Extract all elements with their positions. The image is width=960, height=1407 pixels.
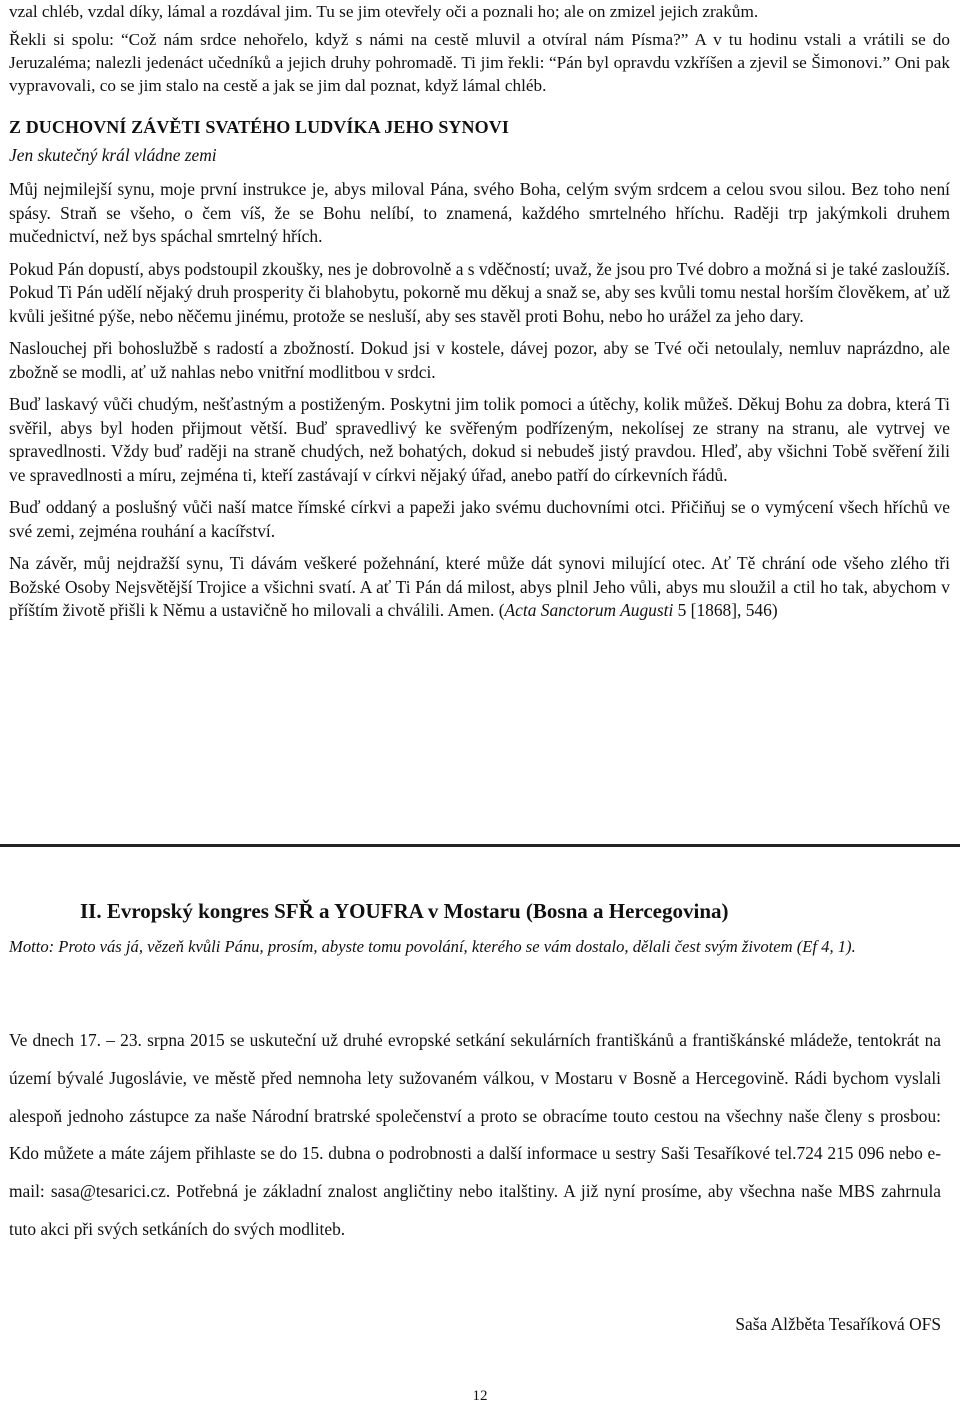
testament-paragraph: Buď laskavý vůči chudým, nešťastným a postiženým. Poskytni jim tolik pomoci a útěchy, kolik můžeš. Děkuj Bohu za dobra, která Ti svěřil, abys byl hoden přijmout větší. Buď spravedlivý ke svěřeným podřízeným, nekolísej ze strany na stranu, ale vytrvej ve spravedlnosti. Vždy buď raději na straně chudých, než bohatých, dokud si nebudeš jistý pravdou. Hleď, aby všichni Tobě svěření žili ve spravedlnosti a míru, zejména ti, kteří zastávají v církvi nějaký úřad, anebo patří do církevních řádů. — [9, 394, 950, 485]
signature: Saša Alžběta Tesaříková OFS — [735, 1314, 941, 1334]
citation-rest: 5 [1868], 546) — [673, 600, 778, 620]
testament-final-paragraph — [9, 552, 950, 623]
final-paragraph-text: Na závěr, můj nejdražší synu, Ti dávám veškeré požehnání, které může dát synovi milující otec. Ať Tě chrání ode všeho zlého tři Božské Osoby Nejsvětější Trojice a všichni svatí. A ať Ti Pán dá milost, abys plnil Jeho vůli, abys mu sloužil a ctil ho tak, abychom v příštím životě přišli k Němu a ustavičně ho milovali a chválili. Amen. ( — [9, 553, 950, 620]
testament-paragraph: Naslouchej při bohoslužbě s radostí a zbožností. Dokud jsi v kostele, dávej pozor, aby se Tvé oči netoulaly, nemluv naprázdno, ale zbožně se modli, ať už nahlas nebo vnitřní modlitbou v srdci. — [9, 338, 950, 382]
testament-heading: Z DUCHOVNÍ ZÁVĚTI SVATÉHO LUDVÍKA JEHO SYNOVI — [9, 117, 509, 137]
citation-title: Acta Sanctorum Augusti — [504, 600, 674, 620]
top-paragraph: vzal chléb, vzdal díky, lámal a rozdával jim. Tu se jim otevřely oči a poznali ho; ale on zmizel jejich zrakům. — [9, 2, 759, 21]
upper-article — [9, 0, 950, 623]
page-number: 12 — [472, 1388, 488, 1404]
kongres-motto: Motto: Proto vás já, vězeň kvůli Pánu, prosím, abyste tomu povolání, kterého se vám dostalo, dělali čest svým životem (Ef 4, 1). — [9, 937, 856, 956]
kongres-title: II. Evropský kongres SFŘ a YOUFRA v Mostaru (Bosna a Hercegovina) — [80, 899, 729, 923]
testament-subtitle: Jen skutečný král vládne zemi — [9, 145, 217, 165]
testament-paragraph: Pokud Pán dopustí, abys podstoupil zkoušky, nes je dobrovolně a s vděčností; uvaž, že jsou pro Tvé dobro a možná si je také zasloužíš. Pokud Ti Pán udělí nějaký druh prosperity či blahobytu, pokorně mu děkuj a snaž se, aby ses kvůli tomu nestal horším člověkem, ať už kvůli ješitné pýše, nebo něčemu jinému, protože se nesluší, aby ses stavěl proti Bohu, nebo ho urážel za jeho dary. — [9, 258, 950, 326]
kongres-body: Ve dnech 17. – 23. srpna 2015 se uskuteční už druhé evropské setkání sekulárních františkánů a františkánské mládeže, tentokrát na území bývalé Jugoslávie, ve městě před nemnoha lety sužovaném válkou, v Mostaru v Bosně a Hercegovině. Rádi bychom vyslali alespoň jednoho zástupce za naše Národní bratrské společenství a proto se obracíme touto cestou na všechny naše členy s prosbou: Kdo můžete a máte zájem přihlaste se do 15. dubna o podrobnosti a další informace u sestry Saši Tesaříkové tel.724 215 096 nebo e-mail: sasa@tesarici.cz. Potřebná je základní znalost angličtiny nebo italštiny. A již nyní prosíme, aby všechna naše MBS zahrnula tuto akci při svých setkáních do svých modliteb. — [9, 1030, 941, 1239]
testament-paragraph: Můj nejmilejší synu, moje první instrukce je, abys miloval Pána, svého Boha, celým svým srdcem a celou svou silou. Bez toho není spásy. Straň se všeho, o čem víš, že se Bohu nelíbí, to znamená, každého smrtelného hříchu. Raději trp jakýmkoli druhem mučednictví, než bys spáchal smrtelný hřích. — [9, 179, 950, 246]
testament-paragraph: Buď oddaný a poslušný vůči naší matce římské církvi a papeži jako svému duchovními otci. Přičiňuj se o vymýcení všech hříchů ve své zemi, zejména rouhání a kacířství. — [9, 497, 950, 541]
emmaus-paragraph: Řekli si spolu: “Což nám srdce nehořelo, když s námi na cestě mluvil a otvíral nám Písma?” A v tu hodinu vstali a vrátili se do Jeruzaléma; nalezli jedenáct učedníků a jejich druhy pohromadě. Ti jim řekli: “Pán byl opravdu vzkříšen a zjevil se Šimonovi.” Oni pak vypravovali, co se jim stalo na cestě a jak se jim dal poznat, když lámal chléb. — [9, 30, 950, 95]
section-divider — [0, 844, 960, 847]
